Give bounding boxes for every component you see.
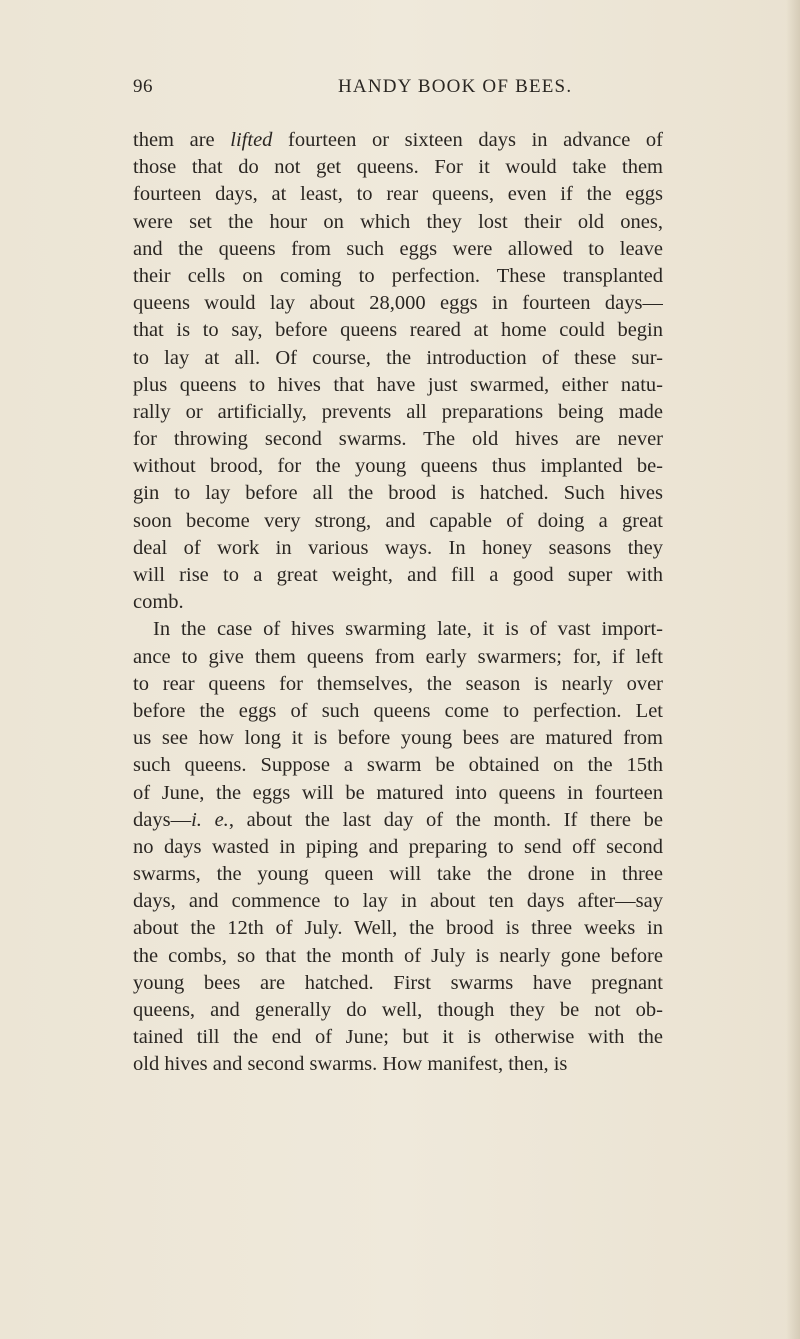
text-line xyxy=(133,317,663,344)
text-line xyxy=(133,698,663,725)
text-segment: the combs, so that the month of July is nearly gone before xyxy=(133,944,663,967)
text-segment: rally or artificially, prevents all preparations being made xyxy=(133,400,663,423)
text-segment: without brood, for the young queens thus implanted be- xyxy=(133,455,663,478)
text-segment: gin to lay before all the brood is hatched. Such hives xyxy=(133,482,663,505)
text-segment: comb. xyxy=(133,591,184,614)
text-segment: for throwing second swarms. The old hives are never xyxy=(133,428,663,451)
text-line xyxy=(133,861,663,888)
text-line xyxy=(133,671,663,698)
text-line xyxy=(133,209,663,236)
text-line xyxy=(133,290,663,317)
text-segment: plus queens to hives that have just swarmed, either natu- xyxy=(133,373,663,396)
text-line xyxy=(133,399,663,426)
text-line xyxy=(133,372,663,399)
text-line xyxy=(133,263,663,290)
text-line xyxy=(133,535,663,562)
text-segment: to rear queens for themselves, the season is nearly over xyxy=(133,672,663,695)
page-header xyxy=(133,76,663,106)
text-line xyxy=(133,616,663,643)
text-segment: were set the hour on which they lost their old ones, xyxy=(133,210,663,233)
text-segment: will rise to a great weight, and fill a good super with xyxy=(133,564,663,586)
text-segment: to lay at all. Of course, the introduction of these sur- xyxy=(133,346,663,369)
text-line xyxy=(133,970,663,997)
text-segment: , about the last day of the month. If there be xyxy=(228,808,663,831)
text-segment: before the eggs of such queens come to perfection. Let xyxy=(133,699,663,722)
text-line xyxy=(133,562,663,589)
text-segment: days— xyxy=(133,808,192,831)
text-segment: fourteen days, at least, to rear queens, even if the eggs xyxy=(133,183,663,206)
text-line xyxy=(133,589,663,616)
page-edge-shadow xyxy=(786,0,800,1339)
text-line xyxy=(133,127,663,154)
text-line xyxy=(133,426,663,453)
text-line xyxy=(133,1051,663,1078)
text-segment: those that do not get queens. For it would take them xyxy=(133,156,663,179)
text-segment: queens would lay about 28,000 eggs in fourteen days— xyxy=(133,292,663,315)
text-line xyxy=(133,943,663,970)
text-line xyxy=(133,181,663,208)
text-line xyxy=(133,725,663,752)
text-line xyxy=(133,997,663,1024)
text-segment: old hives and second swarms. How manifest, then, is xyxy=(133,1053,568,1076)
text-segment: ance to give them queens from early swarmers; for, if left xyxy=(133,645,663,668)
text-line xyxy=(133,834,663,861)
text-segment: and the queens from such eggs were allowed to leave xyxy=(133,237,663,260)
text-segment: of June, the eggs will be matured into queens in fourteen xyxy=(133,781,663,804)
running-title: HANDY BOOK OF BEES. xyxy=(338,76,573,97)
text-line xyxy=(133,644,663,671)
text-segment: days, and commence to lay in about ten days after—say xyxy=(133,890,663,913)
text-line xyxy=(133,236,663,263)
text-line xyxy=(133,1024,663,1051)
text-segment: soon become very strong, and capable of doing a great xyxy=(133,509,663,532)
text-segment: queens, and generally do well, though they be not ob- xyxy=(133,999,663,1021)
page-number: 96 xyxy=(133,76,153,97)
text-segment: such queens. Suppose a swarm be obtained on the 15th xyxy=(133,754,663,777)
text-line xyxy=(133,345,663,372)
text-segment: about the 12th of July. Well, the brood is three weeks in xyxy=(133,917,663,940)
text-line xyxy=(133,480,663,507)
text-line xyxy=(133,807,663,834)
text-segment: fourteen or sixteen days in advance of xyxy=(272,129,663,151)
text-line xyxy=(133,915,663,942)
text-segment: that is to say, before queens reared at home could begin xyxy=(133,319,663,342)
text-line xyxy=(133,453,663,480)
italic-segment: i. e. xyxy=(191,808,229,831)
text-line xyxy=(133,154,663,181)
text-segment: us see how long it is before young bees are matured from xyxy=(133,727,663,750)
text-segment: young bees are hatched. First swarms have pregnant xyxy=(133,971,663,994)
text-line xyxy=(133,888,663,915)
text-segment: swarms, the young queen will take the drone in three xyxy=(133,863,663,886)
text-line xyxy=(133,508,663,535)
text-segment: no days wasted in piping and preparing to send off second xyxy=(133,835,663,858)
text-segment: their cells on coming to perfection. These transplanted xyxy=(133,264,663,287)
text-segment: them are xyxy=(133,129,231,151)
text-segment: deal of work in various ways. In honey seasons they xyxy=(133,536,663,559)
text-line xyxy=(133,752,663,779)
text-line xyxy=(133,780,663,807)
text-segment: tained till the end of June; but it is otherwise with the xyxy=(133,1026,663,1049)
body-text xyxy=(133,127,663,1079)
text-segment: In the case of hives swarming late, it is of vast import- xyxy=(153,618,663,641)
italic-segment: lifted xyxy=(230,129,273,151)
